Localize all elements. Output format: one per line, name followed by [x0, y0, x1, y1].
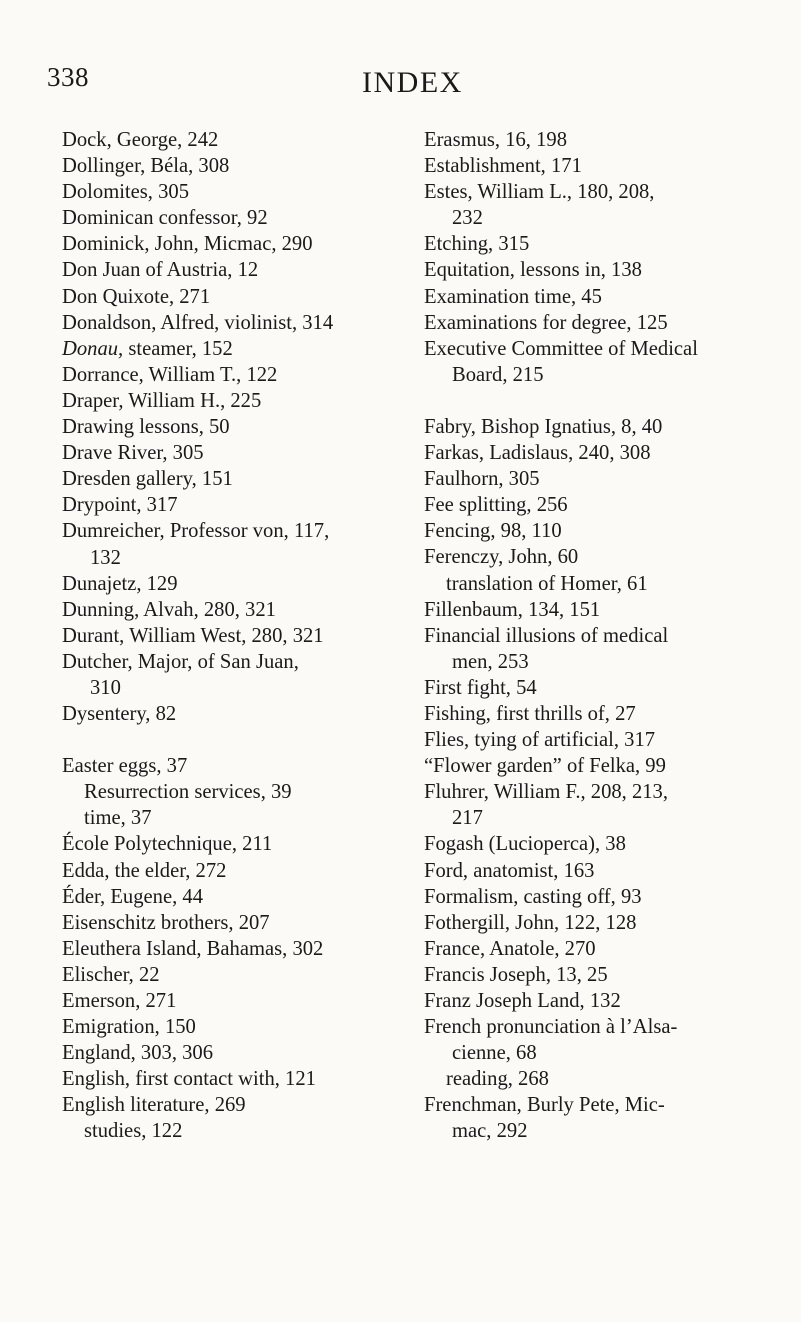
index-entry: Farkas, Ladislaus, 240, 308 — [424, 442, 651, 465]
index-entry: First fight, 54 — [424, 676, 537, 699]
index-entry: Fothergill, John, 122, 128 — [424, 911, 637, 934]
index-entry: Eisenschitz brothers, 207 — [62, 911, 270, 934]
index-entry: Éder, Eugene, 44 — [62, 885, 203, 908]
index-entry-continuation: cienne, 68 — [452, 1042, 537, 1065]
index-entry-continuation: Board, 215 — [452, 363, 544, 386]
index-entry: Examination time, 45 — [424, 285, 602, 308]
index-entry: Equitation, lessons in, 138 — [424, 259, 642, 282]
index-entry: Erasmus, 16, 198 — [424, 129, 567, 151]
index-entry: Fluhrer, William F., 208, 213, — [424, 781, 669, 804]
index-entry: Establishment, 171 — [424, 155, 582, 178]
index-entry: Fogash (Lucioperca), 38 — [424, 833, 626, 856]
index-entry: Fillenbaum, 134, 151 — [424, 598, 601, 621]
index-entry: Ford, anatomist, 163 — [424, 859, 595, 882]
index-entry-continuation: 310 — [90, 676, 121, 699]
index-entry: English literature, 269 — [62, 1094, 246, 1117]
index-entry: Drypoint, 317 — [62, 494, 178, 517]
index-entry: Ferenczy, John, 60 — [424, 546, 579, 569]
index-subentry: Resurrection services, 39 — [84, 781, 292, 804]
index-entry: Don Juan of Austria, 12 — [62, 259, 259, 282]
index-entry: Edda, the elder, 272 — [62, 859, 227, 882]
index-entry: Eleuthera Island, Bahamas, 302 — [62, 937, 324, 960]
index-entry: Frenchman, Burly Pete, Mic- — [424, 1094, 665, 1117]
index-entry-continuation: mac, 292 — [452, 1120, 528, 1143]
index-entry: French pronunciation à l’Alsa- — [424, 1016, 678, 1039]
index-entry: Fee splitting, 256 — [424, 494, 568, 517]
index-entry: Emerson, 271 — [62, 990, 177, 1012]
index-entry: École Polytechnique, 211 — [62, 833, 273, 856]
letter-section-gap — [424, 388, 784, 414]
index-entry: Flies, tying of artificial, 317 — [424, 729, 656, 752]
index-entry: Dominick, John, Micmac, 290 — [62, 233, 313, 256]
index-entry: Executive Committee of Medical — [424, 337, 698, 360]
index-entry: Dorrance, William T., 122 — [62, 363, 278, 386]
index-entry: English, first contact with, 121 — [62, 1068, 316, 1091]
index-entry: Draper, William H., 225 — [62, 389, 262, 412]
index-subentry: reading, 268 — [446, 1068, 549, 1091]
index-entry: Elischer, 22 — [62, 963, 160, 986]
index-entry: Faulhorn, 305 — [424, 468, 540, 491]
index-entry: England, 303, 306 — [62, 1042, 214, 1065]
index-entry: Dysentery, 82 — [62, 703, 177, 726]
letter-section-gap — [62, 727, 412, 753]
index-entry: Financial illusions of medical — [424, 624, 669, 647]
index-entry: Dock, George, 242 — [62, 129, 219, 151]
index-entry: Emigration, 150 — [62, 1016, 196, 1039]
index-entry: Examinations for degree, 125 — [424, 311, 668, 334]
index-subentry: time, 37 — [84, 807, 152, 830]
index-entry: Easter eggs, 37 — [62, 755, 188, 778]
index-entry: Dolomites, 305 — [62, 181, 189, 204]
index-entry — [62, 336, 412, 362]
index-entry: Donaldson, Alfred, violinist, 314 — [62, 311, 334, 334]
page-number: 338 — [47, 62, 89, 92]
index-entry: Drawing lessons, 50 — [62, 416, 230, 439]
index-entry: Etching, 315 — [424, 233, 530, 256]
index-entry: France, Anatole, 270 — [424, 937, 596, 960]
index-entry: Don Quixote, 271 — [62, 285, 211, 308]
index-entry: Formalism, casting off, 93 — [424, 885, 642, 908]
index-column-left — [62, 127, 412, 1145]
index-entry: Franz Joseph Land, 132 — [424, 990, 621, 1012]
index-column-right — [424, 127, 784, 1145]
index-entry: Fishing, first thrills of, 27 — [424, 702, 636, 725]
index-subentry: studies, 122 — [84, 1120, 183, 1143]
index-entry: Francis Joseph, 13, 25 — [424, 963, 608, 986]
index-entry: Dutcher, Major, of San Juan, — [62, 650, 299, 673]
index-entry: Dumreicher, Professor von, 117, — [62, 520, 330, 543]
index-entry: Dollinger, Béla, 308 — [62, 155, 230, 178]
index-entry: Fabry, Bishop Ignatius, 8, 40 — [424, 415, 663, 438]
index-entry: Fencing, 98, 110 — [424, 520, 562, 543]
page-title: INDEX — [362, 66, 463, 99]
index-entry: Dresden gallery, 151 — [62, 468, 233, 491]
index-entry: Dunning, Alvah, 280, 321 — [62, 598, 276, 621]
index-entry-continuation: 217 — [452, 807, 483, 830]
index-entry: Drave River, 305 — [62, 442, 204, 465]
index-entry-continuation: men, 253 — [452, 650, 529, 673]
index-entry: Estes, William L., 180, 208, — [424, 181, 655, 204]
index-entry: Durant, William West, 280, 321 — [62, 624, 324, 647]
index-entry-continuation: 232 — [452, 207, 483, 230]
index-entry: Dunajetz, 129 — [62, 572, 178, 595]
index-subentry: translation of Homer, 61 — [446, 572, 648, 595]
index-entry-continuation: 132 — [90, 546, 121, 569]
italic-term: Donau, — [62, 337, 124, 360]
entry-text: steamer, 152 — [123, 337, 233, 360]
index-entry: Dominican confessor, 92 — [62, 207, 268, 230]
index-entry: “Flower garden” of Felka, 99 — [424, 755, 666, 778]
